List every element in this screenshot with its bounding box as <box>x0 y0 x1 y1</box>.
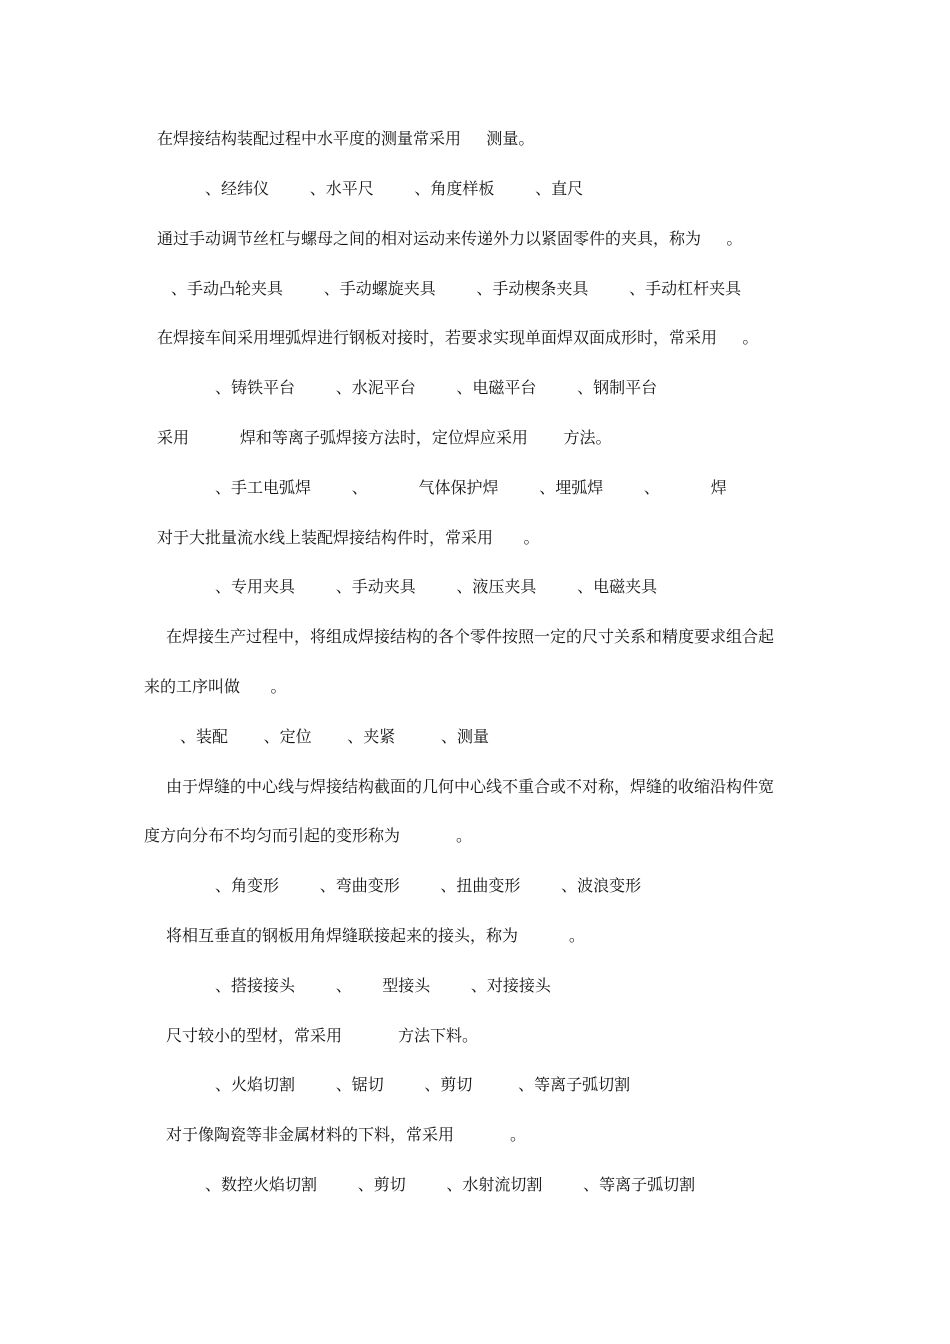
options-8: 、搭接接头 、 型接头 、对接接头 <box>215 976 551 995</box>
question-6-line-2: 来的工序叫做 。 <box>144 677 287 696</box>
question-7-line-2: 度方向分布不均匀而引起的变形称为 。 <box>144 826 472 845</box>
options-9: 、火焰切割 、锯切 、剪切 、等离子弧切割 <box>215 1075 631 1094</box>
options-7: 、角变形 、弯曲变形 、扭曲变形 、波浪变形 <box>215 876 642 895</box>
options-4: 、手工电弧焊 、 气体保护焊 、埋弧焊 、 焊 <box>215 478 727 497</box>
question-10: 对于像陶瓷等非金属材料的下料，常采用 。 <box>166 1125 526 1144</box>
options-1: 、经纬仪 、水平尺 、角度样板 、直尺 <box>205 179 584 198</box>
question-8: 将相互垂直的钢板用角焊缝联接起来的接头，称为 。 <box>166 926 585 945</box>
question-9: 尺寸较小的型材，常采用 方法下料。 <box>166 1026 478 1045</box>
options-2: 、手动凸轮夹具 、手动螺旋夹具 、手动楔条夹具 、手动杠杆夹具 <box>171 279 742 298</box>
options-3: 、铸铁平台 、水泥平台 、电磁平台 、钢制平台 <box>215 378 658 397</box>
question-2: 通过手动调节丝杠与螺母之间的相对运动来传递外力以紧固零件的夹具，称为 。 <box>157 229 743 248</box>
question-4: 采用 焊和等离子弧焊接方法时，定位焊应采用 方法。 <box>157 428 612 447</box>
options-10: 、数控火焰切割 、剪切 、水射流切割 、等离子弧切割 <box>205 1175 696 1194</box>
options-6: 、装配 、定位 、夹紧 、测量 <box>180 727 489 746</box>
question-3: 在焊接车间采用埋弧焊进行钢板对接时，若要求实现单面焊双面成形时，常采用 。 <box>157 328 759 347</box>
question-6-line-1: 在焊接生产过程中，将组成焊接结构的各个零件按照一定的尺寸关系和精度要求组合起 <box>166 627 775 646</box>
question-5: 对于大批量流水线上装配焊接结构件时，常采用 。 <box>157 528 540 547</box>
question-1: 在焊接结构装配过程中水平度的测量常采用 测量。 <box>157 129 535 148</box>
options-5: 、专用夹具 、手动夹具 、液压夹具 、电磁夹具 <box>215 577 658 596</box>
question-7-line-1: 由于焊缝的中心线与焊接结构截面的几何中心线不重合或不对称，焊缝的收缩沿构件宽 <box>166 777 775 796</box>
